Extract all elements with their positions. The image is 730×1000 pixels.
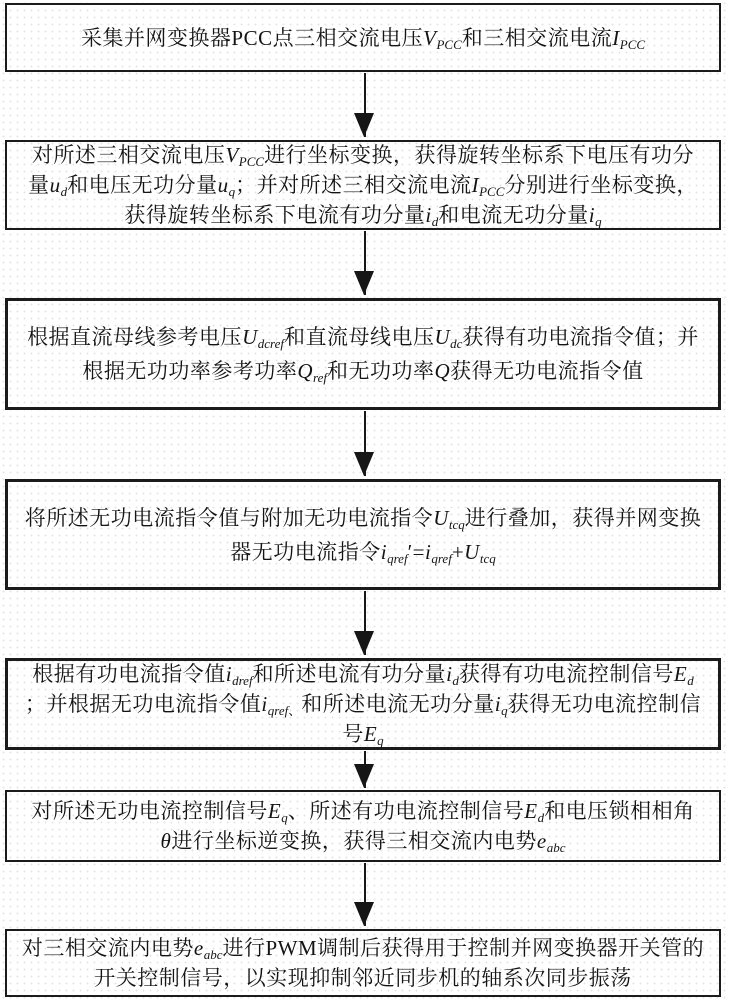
- math-symbol: PCC: [479, 184, 505, 199]
- text-segment: 获得有功电流控制信号: [458, 662, 674, 686]
- text-line: [161, 826, 566, 856]
- arrowhead: [354, 452, 374, 476]
- text-line: [25, 501, 702, 535]
- math-symbol: q: [281, 810, 288, 825]
- math-symbol: qref: [267, 703, 289, 718]
- text-segment: ′=: [407, 539, 426, 564]
- text-segment: 和所述电流无功分量: [301, 692, 495, 716]
- math-symbol: d: [452, 673, 459, 688]
- flow-box-step-5: [5, 658, 721, 750]
- text-line: [342, 719, 383, 749]
- text-line: [28, 170, 698, 200]
- math-symbol: E: [267, 799, 282, 823]
- text-segment: 和无功功率: [326, 359, 435, 383]
- math-symbol: i: [261, 692, 268, 716]
- text-segment: 和三相交流电流: [461, 25, 613, 50]
- text-segment: 根据直流母线参考电压: [27, 325, 243, 349]
- math-symbol: q: [595, 214, 602, 229]
- text-segment: 根据有功电流指令值: [32, 662, 226, 686]
- text-segment: 根据无功功率参考功率: [82, 359, 298, 383]
- flow-box-step-6: [5, 790, 721, 862]
- text-segment: 获得有功电流指令值；并: [462, 325, 699, 349]
- math-symbol: d: [60, 184, 68, 199]
- arrowhead: [354, 631, 374, 655]
- math-symbol: dcref: [257, 336, 284, 351]
- math-symbol: V: [225, 143, 239, 167]
- arrowhead: [354, 113, 374, 137]
- math-symbol: abc: [546, 840, 566, 855]
- text-segment: 进行PWM调制后获得用于控制并网变换器开关管的: [222, 936, 705, 960]
- text-line: [25, 689, 701, 719]
- flow-box-step-7: [5, 929, 721, 997]
- text-line: [94, 963, 632, 993]
- text-line: [27, 320, 699, 354]
- math-symbol: ref: [313, 370, 327, 385]
- flow-box-step-2: [5, 140, 721, 230]
- text-segment: 进行叠加，获得并网变换: [464, 505, 702, 530]
- text-segment: 采集并网变换器PCC点三相交流电压: [80, 25, 424, 50]
- math-symbol: q: [377, 733, 384, 748]
- math-symbol: Q: [434, 359, 451, 383]
- flow-box-step-3: [5, 298, 721, 410]
- math-symbol: i: [494, 692, 502, 716]
- math-symbol: U: [242, 325, 258, 349]
- math-symbol: dref: [232, 673, 253, 688]
- text-line: [31, 796, 694, 826]
- math-symbol: U: [433, 505, 449, 530]
- math-symbol: E: [673, 662, 688, 686]
- math-symbol: i: [225, 662, 233, 686]
- text-segment: +: [451, 539, 465, 564]
- text-segment: 进行坐标变换，获得旋转坐标系下电压有功分: [264, 143, 695, 167]
- math-symbol: e: [536, 829, 547, 853]
- math-symbol: I: [471, 173, 480, 197]
- math-symbol: E: [363, 722, 378, 746]
- math-symbol: U: [434, 325, 451, 349]
- text-segment: 对所述无功电流控制信号: [31, 799, 268, 823]
- math-symbol: q: [501, 703, 508, 718]
- text-segment: 对所述三相交流电压: [31, 143, 226, 167]
- text-line: [230, 535, 495, 569]
- text-segment: 和电流无功分量: [438, 203, 589, 227]
- arrow-down-icon: [364, 231, 366, 295]
- text-segment: 量: [28, 173, 50, 197]
- math-symbol: PCC: [238, 154, 265, 169]
- math-symbol: tcq: [479, 550, 496, 566]
- text-segment: 获得无功电流指令值: [450, 359, 644, 383]
- arrow-down-icon: [364, 411, 366, 476]
- text-segment: 号: [342, 722, 364, 746]
- math-symbol: I: [612, 25, 620, 50]
- text-segment: 和所述电流有功分量: [252, 662, 447, 686]
- math-symbol: tcq: [448, 516, 465, 532]
- math-symbol: θ: [160, 829, 172, 853]
- math-symbol: d: [537, 810, 545, 825]
- math-symbol: i: [588, 203, 596, 227]
- text-segment: 分别进行坐标变换，: [504, 173, 698, 197]
- math-symbol: dc: [450, 336, 463, 351]
- math-symbol: PCC: [619, 36, 646, 52]
- text-segment: ；并根据无功电流指令值: [24, 692, 262, 716]
- flow-box-step-4: [5, 479, 721, 590]
- flow-box-step-1: [5, 3, 721, 72]
- text-segment: 将所述无功电流指令值与附加无功电流指令: [24, 505, 434, 530]
- arrowhead: [354, 271, 374, 295]
- text-line: [32, 659, 693, 689]
- arrow-down-icon: [364, 73, 366, 137]
- math-symbol: i: [425, 539, 432, 564]
- math-symbol: e: [193, 936, 204, 960]
- text-segment: 获得无功电流控制信: [507, 692, 702, 716]
- math-symbol: qref: [387, 550, 408, 566]
- text-segment: 获得旋转坐标系下电流有功分量: [124, 203, 426, 227]
- math-symbol: U: [464, 539, 480, 564]
- math-symbol: i: [380, 539, 388, 564]
- text-segment: 进行坐标逆变换，获得三相交流内电势: [171, 829, 537, 853]
- math-symbol: abc: [203, 947, 223, 962]
- math-symbol: E: [524, 799, 538, 823]
- math-symbol: d: [687, 673, 694, 688]
- text-segment: 、: [288, 703, 302, 718]
- math-symbol: u: [217, 173, 229, 197]
- text-segment: 对三相交流内电势: [21, 936, 194, 960]
- arrowhead: [354, 764, 374, 788]
- arrow-down-icon: [364, 751, 366, 788]
- text-segment: 器无功电流指令: [230, 539, 381, 564]
- text-segment: 和直流母线电压: [283, 325, 435, 349]
- arrow-down-icon: [364, 863, 366, 926]
- text-segment: 、所述有功电流控制信号: [287, 799, 525, 823]
- text-line: [32, 140, 694, 170]
- text-segment: 和电压锁相相角: [544, 799, 695, 823]
- math-symbol: d: [431, 214, 439, 229]
- text-segment: 开关控制信号，以实现抑制邻近同步机的轴系次同步振荡: [94, 966, 632, 990]
- text-segment: ；并对所述三相交流电流: [235, 173, 472, 197]
- math-symbol: qref: [431, 550, 452, 566]
- math-symbol: u: [49, 173, 61, 197]
- math-symbol: i: [446, 662, 453, 686]
- math-symbol: q: [228, 184, 236, 199]
- math-symbol: Q: [297, 359, 314, 383]
- math-symbol: PCC: [436, 36, 462, 52]
- text-line: [124, 200, 601, 230]
- math-symbol: V: [423, 25, 437, 50]
- text-line: [22, 933, 704, 963]
- text-segment: 和电压无功分量: [67, 173, 218, 197]
- math-symbol: i: [425, 203, 432, 227]
- text-line: [81, 23, 645, 53]
- arrow-down-icon: [364, 591, 366, 655]
- text-line: [82, 354, 643, 388]
- arrowhead: [354, 902, 374, 926]
